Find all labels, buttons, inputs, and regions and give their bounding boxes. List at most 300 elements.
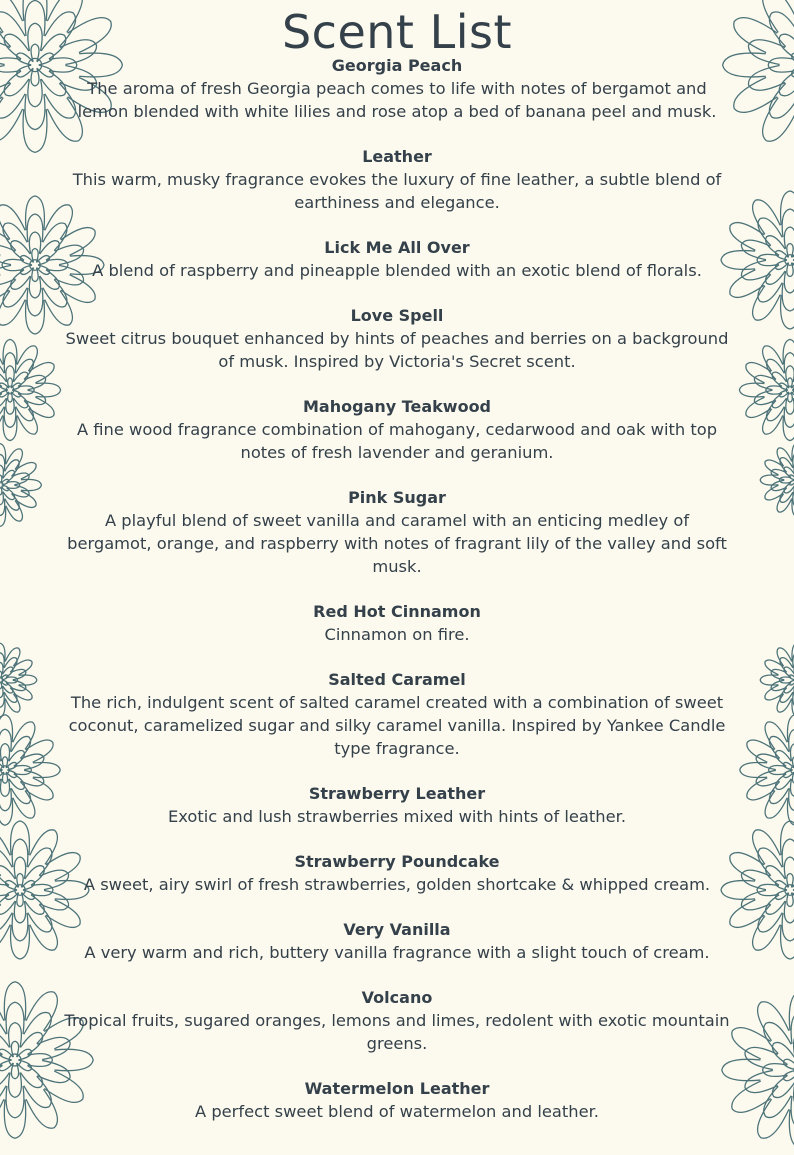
petal-outline — [758, 848, 782, 876]
petal-outline — [11, 1041, 18, 1057]
petal-outline — [32, 249, 38, 263]
petal-outline — [784, 227, 794, 249]
petal-outline — [784, 467, 794, 477]
petal-outline — [1, 675, 8, 680]
petal-outline — [6, 449, 23, 470]
petal-outline — [777, 648, 792, 666]
petal-outline — [783, 339, 794, 364]
petal-outline — [12, 839, 28, 867]
petal-outline — [0, 1076, 6, 1107]
flower-center — [785, 255, 794, 266]
petal-outline — [5, 694, 20, 712]
petal-outline — [784, 271, 794, 293]
scent-description: Exotic and lush strawberries mixed with hints of leather. — [62, 805, 732, 828]
petal-outline — [780, 658, 793, 673]
petal-outline — [11, 241, 31, 261]
petal-outline — [0, 492, 3, 505]
petal-outline — [771, 469, 786, 479]
petal-outline — [11, 1063, 18, 1079]
petal-outline — [0, 916, 10, 950]
petal-outline — [0, 386, 2, 394]
petal-outline — [4, 982, 25, 1021]
petal-outline — [777, 494, 792, 512]
petal-outline — [789, 675, 794, 680]
petal-outline — [787, 893, 793, 907]
petal-outline — [767, 401, 785, 421]
petal-outline — [0, 83, 25, 118]
petal-outline — [6, 762, 16, 770]
petal-outline — [6, 500, 23, 521]
petal-outline — [8, 392, 13, 402]
petal-outline — [4, 71, 29, 96]
petal-outline — [12, 473, 29, 485]
petal-outline — [769, 736, 788, 758]
petal-outline — [15, 491, 36, 508]
petal-outline — [753, 830, 781, 864]
petal-outline — [0, 715, 13, 742]
petal-outline — [14, 857, 25, 879]
petal-outline — [764, 1022, 791, 1053]
petal-outline — [0, 884, 9, 895]
petal-outline — [782, 913, 794, 941]
petal-outline — [0, 904, 12, 932]
petal-outline — [24, 390, 45, 404]
petal-outline — [0, 98, 23, 142]
petal-outline — [0, 265, 15, 285]
petal-outline — [29, 363, 54, 383]
petal-outline — [30, 916, 58, 950]
petal-outline — [1, 479, 9, 485]
petal-outline — [31, 884, 53, 895]
flower-center — [0, 482, 3, 488]
petal-outline — [757, 884, 779, 895]
flower-center — [1, 766, 9, 774]
petal-outline — [28, 904, 52, 932]
petal-outline — [0, 372, 6, 386]
petal-outline — [11, 782, 30, 804]
petal-outline — [0, 681, 2, 688]
petal-outline — [784, 857, 794, 879]
petal-outline — [753, 286, 781, 320]
petal-outline — [0, 499, 5, 516]
scent-name: Lick Me All Over — [62, 237, 732, 259]
petal-outline — [14, 660, 32, 675]
petal-outline — [21, 256, 34, 265]
petal-outline — [31, 68, 39, 86]
petal-outline — [18, 386, 34, 394]
scent-name: Strawberry Poundcake — [62, 851, 732, 873]
petal-outline — [766, 386, 782, 394]
petal-outline — [741, 890, 770, 910]
petal-outline — [26, 1089, 57, 1128]
petal-outline — [0, 245, 15, 265]
petal-outline — [758, 274, 782, 302]
petal-outline — [26, 778, 54, 800]
petal-outline — [0, 1049, 13, 1060]
petal-outline — [789, 680, 794, 685]
petal-outline — [787, 263, 793, 277]
petal-outline — [763, 98, 794, 142]
scent-name: Georgia Peach — [62, 55, 732, 77]
petal-outline — [789, 1110, 794, 1149]
scent-name: Watermelon Leather — [62, 1078, 732, 1100]
scent-entry — [62, 601, 732, 646]
petal-outline — [17, 1049, 32, 1060]
petal-outline — [787, 715, 794, 742]
petal-outline — [765, 722, 787, 750]
petal-outline — [32, 268, 38, 282]
petal-outline — [763, 409, 783, 434]
petal-outline — [758, 1099, 789, 1138]
petal-outline — [14, 901, 25, 923]
petal-outline — [37, 65, 53, 77]
petal-outline — [745, 1070, 778, 1092]
petal-outline — [17, 893, 23, 907]
petal-outline — [779, 390, 788, 397]
petal-outline — [9, 1073, 22, 1098]
petal-outline — [784, 407, 794, 428]
petal-outline — [6, 398, 14, 414]
petal-outline — [758, 218, 782, 246]
petal-outline — [767, 359, 785, 379]
petal-outline — [0, 798, 13, 825]
petal-outline — [753, 200, 781, 234]
petal-outline — [6, 881, 19, 890]
petal-outline — [0, 830, 10, 864]
petal-outline — [784, 1070, 794, 1081]
scent-description: A fine wood fragrance combination of mahogany, cedarwood and oak with top notes of fresh lavender and geranium. — [62, 418, 732, 464]
petal-outline — [3, 667, 13, 677]
petal-outline — [0, 228, 9, 256]
petal-outline — [769, 765, 786, 774]
petal-outline — [781, 925, 794, 959]
flower-center — [6, 386, 14, 394]
petal-outline — [6, 1086, 24, 1118]
petal-outline — [782, 283, 794, 311]
petal-outline — [0, 487, 2, 495]
petal-outline — [22, 881, 35, 890]
scent-description: Sweet citrus bouquet enhanced by hints of peaches and berries on a background of musk. Inspired by Victoria's Secret scent. — [62, 327, 732, 373]
scent-name: Strawberry Leather — [62, 783, 732, 805]
scent-name: Pink Sugar — [62, 487, 732, 509]
petal-outline — [758, 1002, 789, 1041]
petal-outline — [24, 1076, 51, 1107]
flower-center — [786, 386, 794, 394]
petal-outline — [24, 1012, 51, 1043]
petal-outline — [732, 1028, 771, 1059]
petal-outline — [776, 881, 789, 890]
petal-outline — [764, 1086, 791, 1117]
petal-outline — [4, 1100, 25, 1139]
scent-entry — [62, 919, 732, 964]
petal-outline — [784, 1059, 794, 1070]
petal-outline — [772, 1042, 794, 1064]
scent-list — [62, 55, 732, 1146]
petal-outline — [789, 992, 794, 1031]
petal-outline — [0, 1054, 2, 1067]
succulent-flower-icon — [0, 710, 65, 830]
flower-center — [15, 885, 26, 896]
petal-outline — [789, 788, 794, 810]
petal-outline — [1, 485, 9, 491]
petal-outline — [779, 71, 794, 96]
petal-outline — [776, 260, 789, 269]
petal-outline — [776, 890, 789, 899]
petal-outline — [25, 94, 45, 130]
petal-outline — [741, 870, 770, 890]
petal-outline — [0, 1012, 6, 1043]
petal-outline — [13, 722, 35, 750]
petal-outline — [782, 839, 794, 867]
petal-outline — [23, 109, 47, 152]
petal-outline — [28, 848, 52, 876]
petal-outline — [0, 1032, 10, 1054]
petal-outline — [7, 482, 20, 489]
petal-outline — [1, 680, 8, 685]
petal-outline — [3, 339, 17, 364]
petal-outline — [21, 754, 44, 770]
petal-outline — [786, 366, 794, 382]
petal-outline — [0, 848, 12, 876]
scent-description: This warm, musky fragrance evokes the luxury of fine leather, a subtle blend of earthiness and elegance. — [62, 168, 732, 214]
scent-name: Very Vanilla — [62, 919, 732, 941]
succulent-flower-icon — [0, 440, 45, 530]
petal-outline — [790, 744, 794, 761]
petal-outline — [779, 677, 791, 683]
petal-outline — [747, 778, 775, 800]
petal-outline — [0, 346, 3, 371]
petal-outline — [0, 653, 4, 668]
succulent-flower-icon — [735, 335, 794, 445]
petal-outline — [779, 383, 788, 390]
petal-outline — [29, 276, 40, 298]
petal-outline — [747, 740, 775, 762]
petal-outline — [25, 895, 45, 915]
petal-outline — [21, 479, 41, 490]
petal-outline — [730, 270, 764, 298]
petal-outline — [784, 353, 794, 374]
petal-outline — [0, 774, 1, 790]
petal-outline — [0, 699, 5, 717]
succulent-flower-icon — [735, 710, 794, 830]
petal-outline — [741, 260, 770, 280]
petal-outline — [786, 398, 794, 414]
petal-outline — [0, 465, 3, 478]
petal-outline — [14, 372, 28, 386]
petal-outline — [772, 372, 786, 386]
petal-outline — [17, 874, 23, 888]
petal-outline — [734, 77, 778, 112]
petal-outline — [2, 757, 7, 768]
petal-outline — [745, 1047, 778, 1069]
petal-outline — [0, 444, 6, 464]
petal-outline — [766, 236, 786, 256]
petal-outline — [0, 895, 15, 915]
petal-outline — [0, 643, 5, 661]
petal-outline — [28, 1054, 53, 1067]
petal-outline — [0, 751, 1, 767]
petal-outline — [0, 394, 6, 408]
petal-outline — [772, 394, 786, 408]
petal-outline — [780, 458, 793, 473]
petal-outline — [11, 821, 30, 855]
petal-outline — [771, 680, 786, 690]
petal-outline — [30, 830, 58, 864]
petal-outline — [760, 675, 778, 685]
petal-outline — [9, 774, 25, 790]
petal-outline — [21, 770, 44, 786]
petal-outline — [746, 397, 771, 417]
petal-outline — [0, 390, 9, 397]
scent-entry — [62, 1078, 732, 1123]
petal-outline — [4, 688, 17, 703]
scent-name: Mahogany Teakwood — [62, 396, 732, 418]
petal-outline — [10, 680, 25, 690]
petal-outline — [3, 683, 13, 693]
petal-outline — [783, 762, 793, 770]
scent-description: The aroma of fresh Georgia peach comes to life with notes of bergamot and lemon blended with white lilies and rose atop a bed of banana peel and musk. — [62, 77, 732, 123]
petal-outline — [5, 460, 20, 477]
scent-description: A sweet, airy swirl of fresh strawberries, golden shortcake & whipped cream. — [62, 873, 732, 896]
petal-outline — [766, 265, 786, 285]
scent-entry — [62, 55, 732, 123]
page-title: Scent List — [0, 2, 794, 62]
petal-outline — [789, 729, 794, 751]
petal-outline — [11, 383, 20, 390]
petal-outline — [783, 416, 794, 441]
petal-outline — [765, 660, 783, 675]
petal-outline — [741, 240, 770, 260]
petal-outline — [784, 483, 794, 493]
petal-outline — [0, 662, 3, 674]
petal-outline — [771, 480, 786, 490]
petal-outline — [0, 1089, 4, 1128]
petal-outline — [776, 251, 789, 260]
succulent-flower-icon — [757, 640, 794, 720]
scent-entry — [62, 237, 732, 282]
petal-outline — [11, 925, 30, 959]
petal-outline — [740, 762, 767, 777]
scent-entry — [62, 783, 732, 828]
petal-outline — [769, 83, 794, 118]
petal-outline — [777, 448, 792, 466]
petal-outline — [11, 736, 30, 758]
petal-outline — [17, 1060, 32, 1071]
petal-outline — [748, 65, 785, 90]
petal-outline — [17, 65, 33, 77]
petal-outline — [0, 1060, 13, 1071]
petal-outline — [3, 470, 15, 482]
petal-outline — [37, 265, 50, 274]
scent-description: A playful blend of sweet vanilla and caramel with an enticing medley of bergamot, orange, and raspberry with notes of fragrant lily of the valley and soft musk. — [62, 509, 732, 578]
petal-outline — [13, 791, 35, 819]
petal-outline — [6, 890, 19, 899]
petal-outline — [0, 779, 9, 796]
petal-outline — [0, 383, 9, 390]
petal-outline — [8, 378, 13, 388]
petal-outline — [17, 346, 37, 371]
flower-center — [785, 885, 794, 896]
scent-entry — [62, 396, 732, 464]
flower-center — [30, 260, 41, 271]
petal-outline — [781, 821, 794, 855]
petal-outline — [783, 770, 793, 778]
scent-entry — [62, 146, 732, 214]
petal-outline — [758, 904, 782, 932]
petal-outline — [0, 275, 9, 303]
petal-outline — [20, 1065, 42, 1087]
petal-outline — [760, 475, 778, 485]
petal-outline — [0, 744, 9, 761]
petal-outline — [769, 782, 788, 804]
petal-outline — [0, 1065, 10, 1087]
petal-outline — [766, 866, 786, 886]
petal-outline — [730, 223, 764, 251]
petal-outline — [779, 477, 791, 483]
petal-outline — [780, 688, 793, 703]
petal-outline — [730, 900, 764, 928]
petal-outline — [4, 658, 17, 673]
petal-outline — [26, 196, 45, 230]
petal-outline — [765, 460, 783, 475]
petal-outline — [9, 751, 25, 767]
petal-outline — [27, 288, 43, 316]
petal-outline — [40, 241, 60, 261]
petal-outline — [3, 488, 15, 500]
petal-outline — [0, 729, 11, 751]
petal-outline — [19, 675, 37, 685]
petal-outline — [0, 454, 5, 471]
petal-outline — [15, 463, 36, 480]
petal-outline — [777, 694, 792, 712]
petal-outline — [787, 874, 793, 888]
petal-outline — [0, 692, 4, 707]
petal-outline — [4, 353, 16, 374]
petal-outline — [784, 901, 794, 923]
petal-outline — [14, 765, 31, 774]
petal-outline — [754, 390, 775, 404]
petal-outline — [781, 191, 794, 225]
petal-outline — [0, 401, 4, 421]
petal-outline — [6, 1002, 24, 1034]
petal-outline — [776, 751, 792, 767]
petal-outline — [780, 488, 793, 503]
petal-outline — [0, 506, 6, 526]
petal-outline — [0, 788, 11, 810]
scent-entry — [62, 669, 732, 760]
petal-outline — [27, 214, 43, 242]
petal-outline — [11, 270, 31, 290]
petal-outline — [0, 359, 4, 379]
petal-outline — [763, 346, 783, 371]
petal-outline — [3, 223, 27, 251]
petal-outline — [12, 913, 28, 941]
petal-outline — [10, 669, 25, 679]
petal-outline — [12, 485, 29, 497]
scent-entry — [62, 487, 732, 578]
petal-outline — [0, 992, 4, 1031]
petal-outline — [0, 205, 25, 239]
scent-entry — [62, 305, 732, 373]
petal-outline — [781, 295, 794, 329]
scent-description: A blend of raspberry and pineapple blended with an exotic blend of florals. — [62, 259, 732, 282]
petal-outline — [0, 65, 10, 90]
petal-outline — [37, 256, 50, 265]
petal-outline — [0, 77, 2, 112]
scent-entry — [62, 851, 732, 896]
petal-outline — [756, 770, 779, 786]
petal-outline — [0, 671, 2, 678]
